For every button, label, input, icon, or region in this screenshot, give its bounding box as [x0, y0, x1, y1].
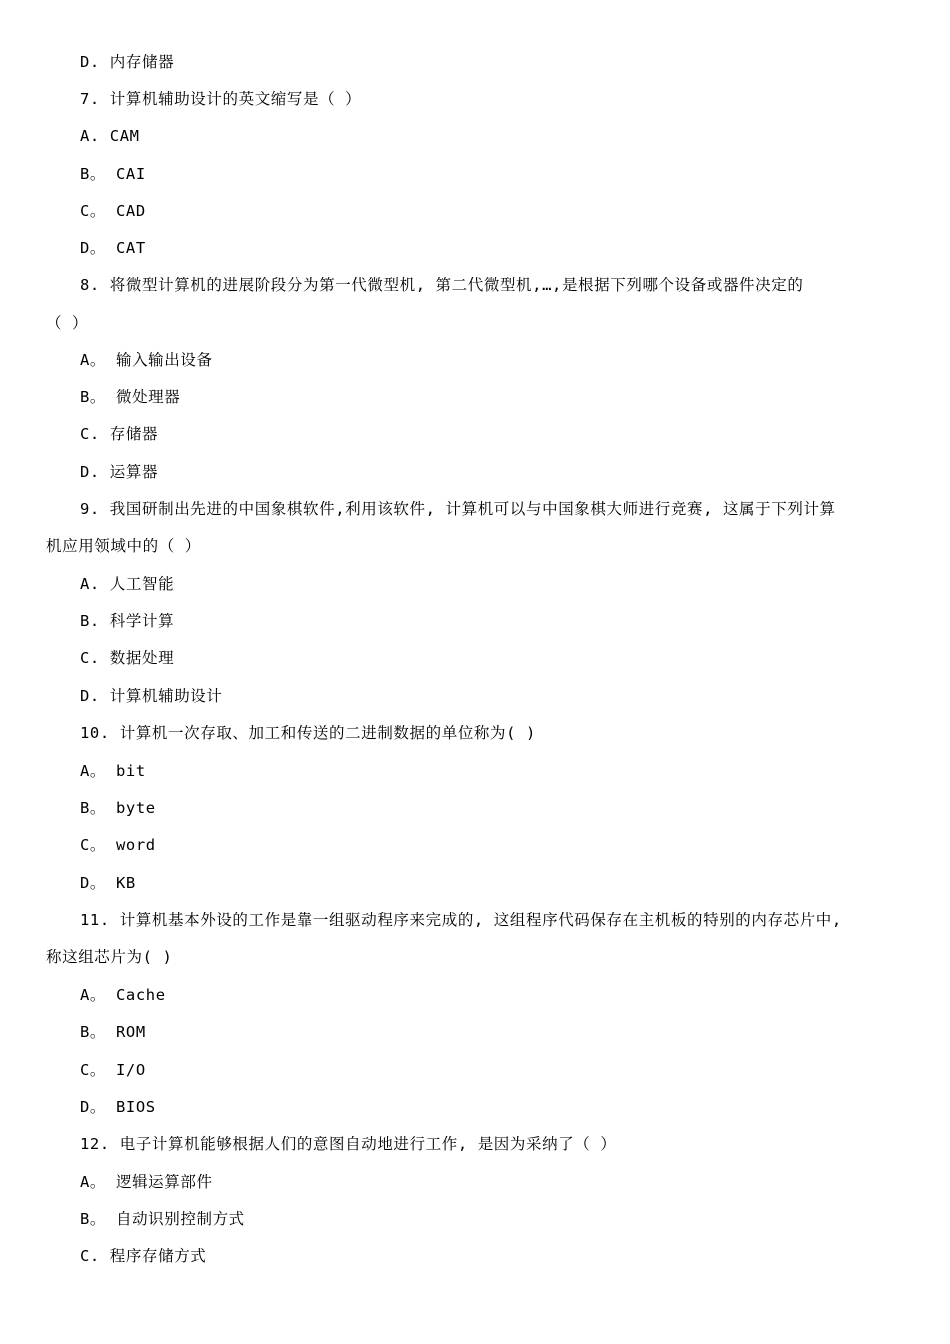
question-continuation: （ ）: [46, 314, 89, 332]
option-line: D。 KB: [80, 874, 136, 892]
option-line: C。 I/O: [80, 1061, 146, 1079]
option-line: B。 ROM: [80, 1023, 146, 1041]
option-line: D。 CAT: [80, 239, 146, 257]
option-line: A。 Cache: [80, 986, 166, 1004]
option-line: D. 计算机辅助设计: [80, 687, 223, 705]
option-line: C。 CAD: [80, 202, 146, 220]
question-line: 10. 计算机一次存取、加工和传送的二进制数据的单位称为( ): [80, 724, 536, 742]
option-line: A. CAM: [80, 127, 140, 145]
option-line: C. 存储器: [80, 425, 159, 443]
option-line: C. 数据处理: [80, 649, 175, 667]
option-line: D. 内存储器: [80, 53, 175, 71]
option-line: B. 科学计算: [80, 612, 175, 630]
question-line: 9. 我国研制出先进的中国象棋软件,利用该软件, 计算机可以与中国象棋大师进行竞赛, 这属于下列计算: [80, 500, 836, 518]
option-line: A。 逻辑运算部件: [80, 1173, 213, 1191]
question-continuation: 机应用领域中的（ ）: [46, 537, 201, 555]
question-line: 8. 将微型计算机的进展阶段分为第一代微型机, 第二代微型机,…,是根据下列哪个设备或器件决定的: [80, 276, 804, 294]
question-line: 12. 电子计算机能够根据人们的意图自动地进行工作, 是因为采纳了（ ）: [80, 1135, 617, 1153]
option-line: A. 人工智能: [80, 575, 175, 593]
option-line: B。 自动识别控制方式: [80, 1210, 245, 1228]
option-line: B。 CAI: [80, 165, 146, 183]
option-line: A。 输入输出设备: [80, 351, 213, 369]
option-line: D。 BIOS: [80, 1098, 156, 1116]
option-line: B。 微处理器: [80, 388, 181, 406]
question-line: 7. 计算机辅助设计的英文缩写是（ ）: [80, 90, 362, 108]
option-line: A。 bit: [80, 762, 146, 780]
question-line: 11. 计算机基本外设的工作是靠一组驱动程序来完成的, 这组程序代码保存在主机板的特别的内存芯片中,: [80, 911, 842, 929]
option-line: C. 程序存储方式: [80, 1247, 207, 1265]
option-line: B。 byte: [80, 799, 156, 817]
option-line: D. 运算器: [80, 463, 159, 481]
question-continuation: 称这组芯片为( ): [46, 948, 173, 966]
option-line: C。 word: [80, 836, 156, 854]
